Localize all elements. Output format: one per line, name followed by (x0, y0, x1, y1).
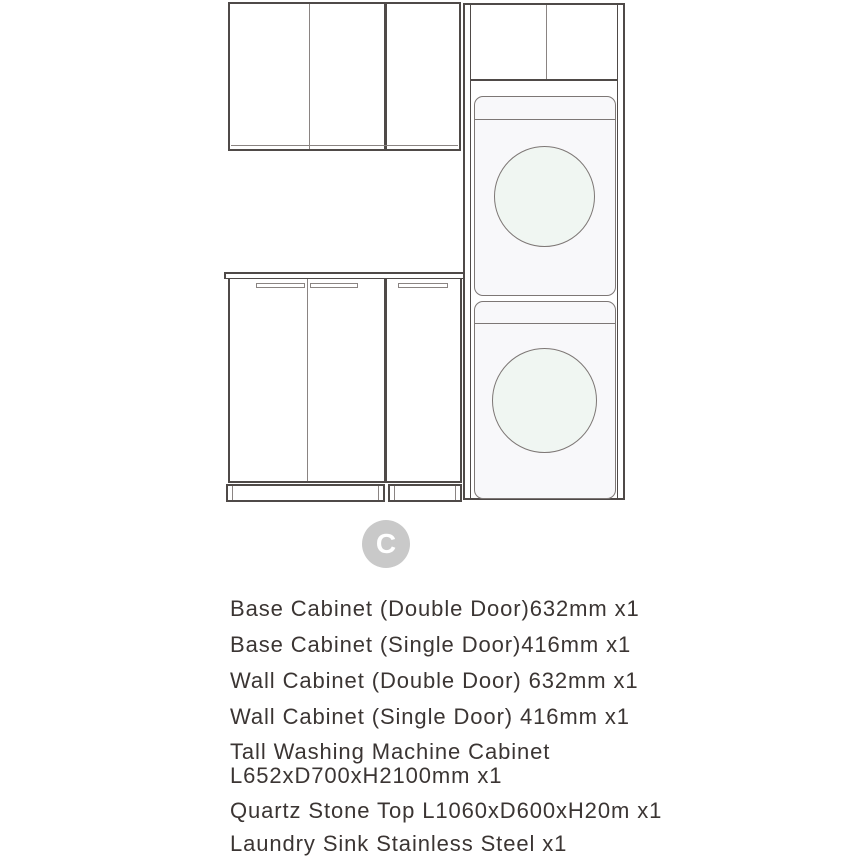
plinth-leg-line (455, 486, 456, 500)
base-cabinet-plinth-right (388, 484, 462, 502)
washer-control-panel-line (475, 323, 615, 324)
plinth-leg-line (378, 486, 379, 500)
base-cabinet-door-handle (256, 283, 305, 288)
base-cabinet-door-divider (307, 279, 308, 481)
quartz-stone-top (224, 272, 465, 279)
parts-list-item: Laundry Sink Stainless Steel x1 (230, 831, 568, 856)
washer-drum-door (492, 348, 597, 453)
parts-list-item: Wall Cabinet (Single Door) 416mm x1 (230, 704, 630, 729)
base-cabinet-unit-junction (384, 279, 387, 481)
tall-cabinet-right-side-panel-line (617, 5, 618, 498)
parts-list-item-dimensions: L652xD700xH2100mm x1 (230, 763, 503, 788)
tall-cabinet-top-shelf-line (471, 79, 617, 81)
parts-list-item: Wall Cabinet (Double Door) 632mm x1 (230, 668, 639, 693)
parts-list-item: Tall Washing Machine Cabinet (230, 739, 551, 764)
parts-list-item: Base Cabinet (Single Door)416mm x1 (230, 632, 632, 657)
configuration-badge: C (362, 520, 410, 568)
washer-control-panel-line (475, 119, 615, 120)
washing-machine-lower (474, 301, 616, 499)
base-cabinet-door-handle (398, 283, 448, 288)
parts-list-item: Base Cabinet (Double Door)632mm x1 (230, 596, 640, 621)
washer-drum-door (494, 146, 595, 247)
wall-cabinet (228, 2, 461, 151)
wall-cabinet-bottom-panel-line (231, 145, 458, 146)
base-cabinet-plinth-left (226, 484, 385, 502)
wall-cabinet-door-divider (309, 4, 310, 149)
wall-cabinet-unit-junction (384, 4, 387, 149)
washing-machine-upper (474, 96, 616, 296)
parts-list-item: Quartz Stone Top L1060xD600xH20m x1 (230, 798, 663, 823)
base-cabinet-door-handle (310, 283, 358, 288)
base-cabinet (228, 279, 462, 483)
plinth-leg-line (232, 486, 233, 500)
plinth-leg-line (394, 486, 395, 500)
tall-cabinet-top-door-divider (546, 5, 547, 79)
